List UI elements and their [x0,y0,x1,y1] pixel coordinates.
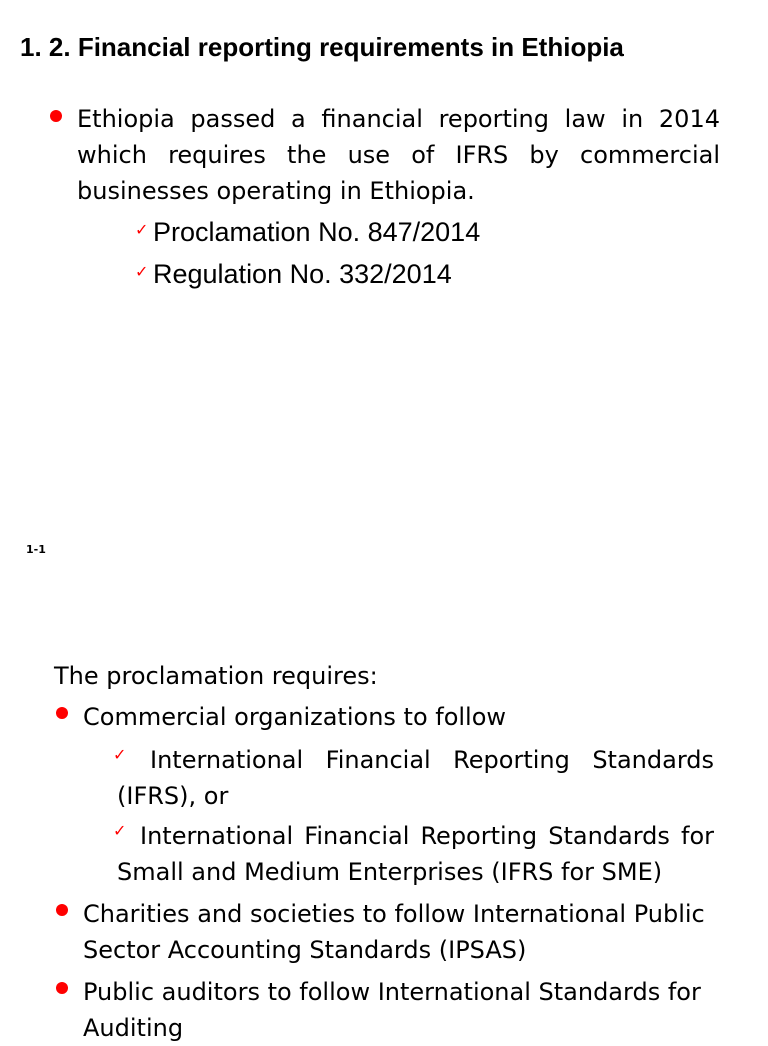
red-dot-bullet-icon [56,904,68,916]
checkmark-icon: ✓ [135,262,149,281]
sub-item-regulation: Regulation No. 332/2014 [153,259,452,289]
red-dot-bullet-icon [56,982,68,994]
sub-item-ifrs: International Financial Reporting Standards (IFRS), or [117,746,714,810]
sub-item-proclamation: Proclamation No. 847/2014 [153,217,481,247]
checkmark-icon: ✓ [135,220,149,239]
bullet-commercial: Commercial organizations to follow [83,703,507,731]
intro-text: The proclamation requires: [54,662,378,690]
checkmark-icon: ✓ [113,745,127,764]
slide-number: 1-1 [26,543,46,556]
law-paragraph: Ethiopia passed a financial reporting law in 2014 which requires the use of IFRS by commercial businesses operating in Ethiopia. [77,105,720,205]
red-dot-bullet-icon [50,110,62,122]
bullet-charities: Charities and societies to follow International Public Sector Accounting Standards (IPSAS) [83,900,705,964]
checkmark-icon: ✓ [113,821,127,840]
bullet-auditors: Public auditors to follow International Standards for Auditing [83,978,701,1042]
red-dot-bullet-icon [56,707,68,719]
slide-title: 1. 2. Financial reporting requirements in Ethiopia [20,32,624,62]
sub-item-ifrs-sme: International Financial Reporting Standards for Small and Medium Enterprises (IFRS for SME) [117,822,714,886]
